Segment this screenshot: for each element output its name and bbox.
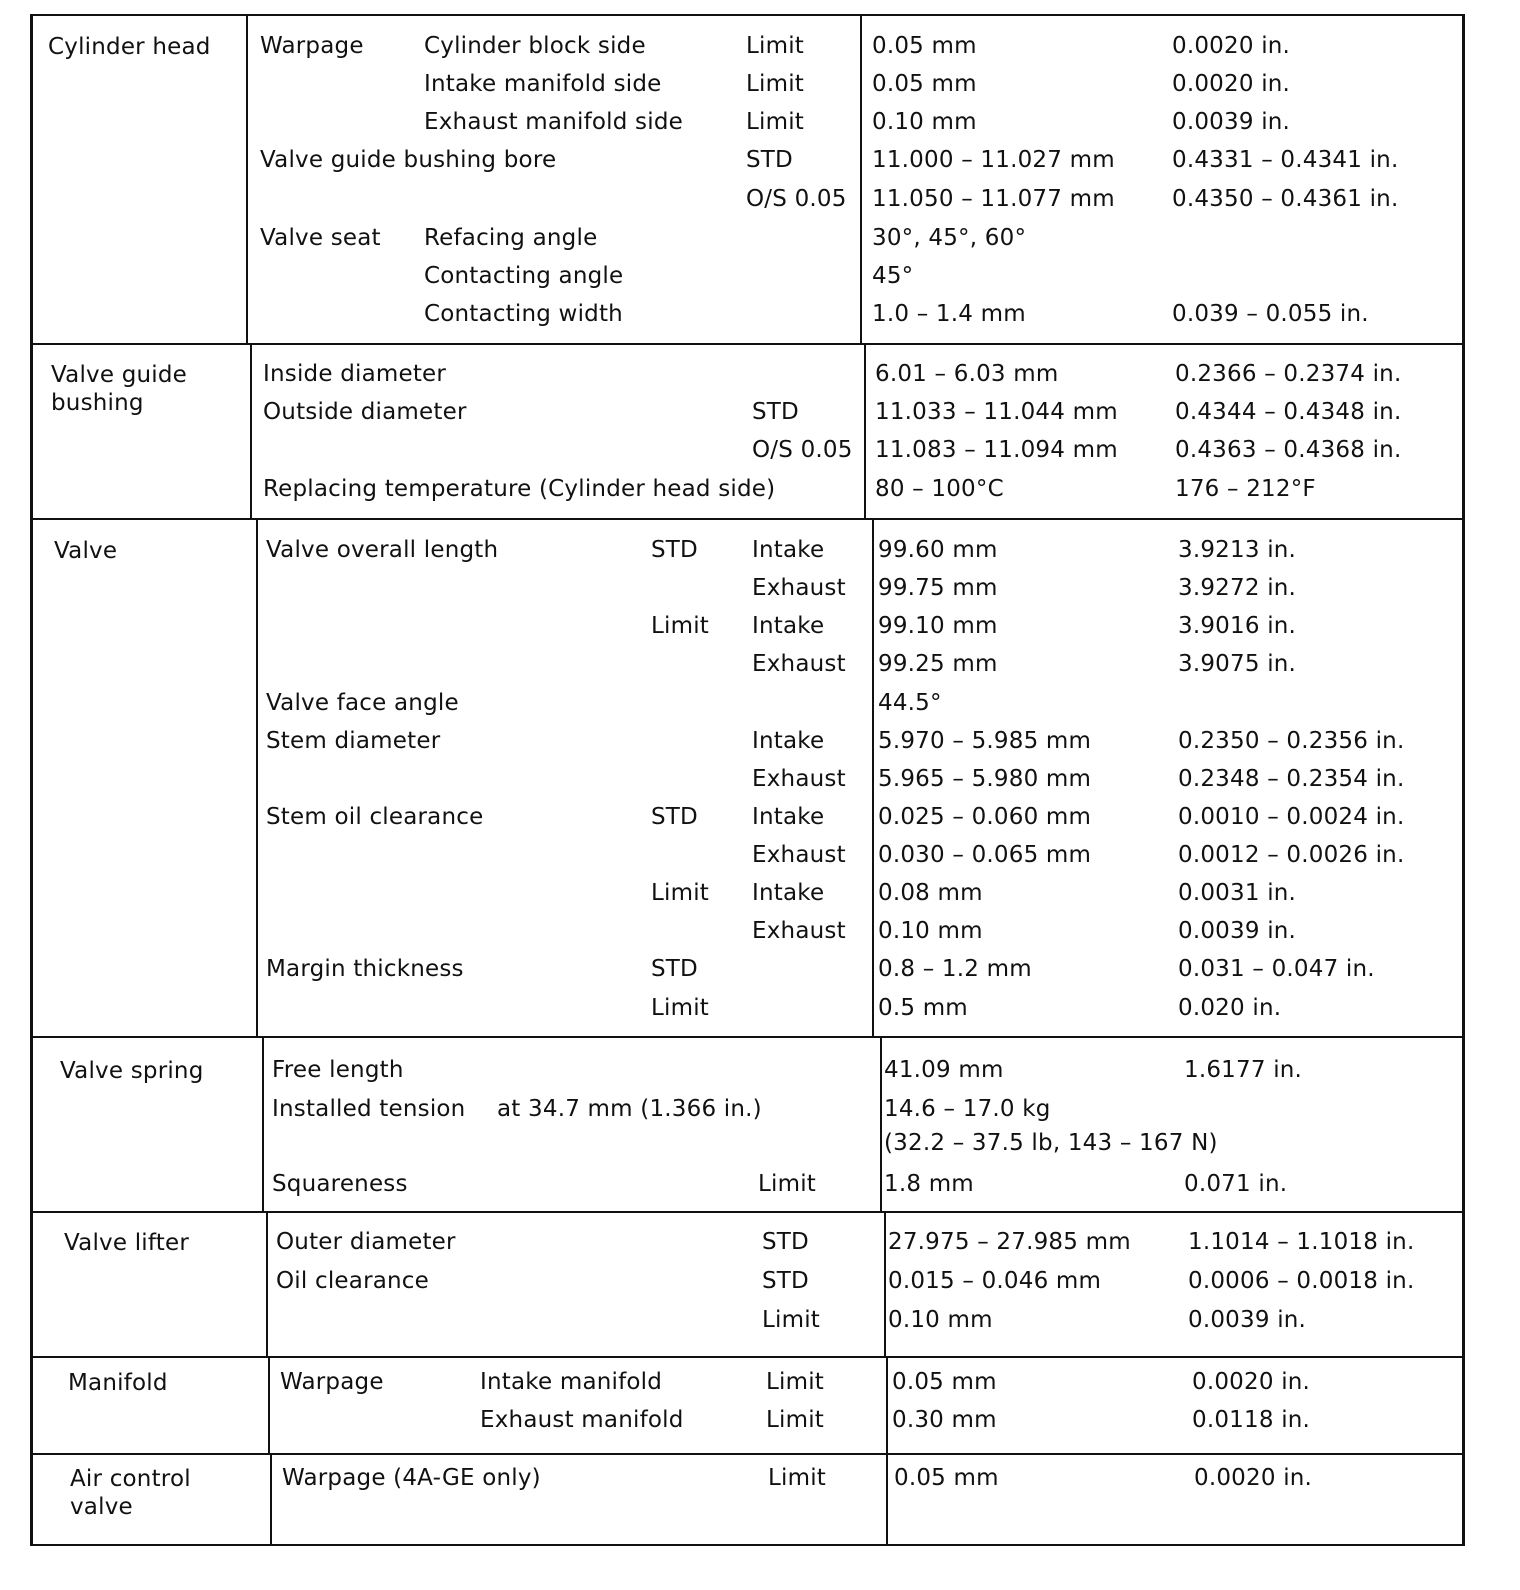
cell-metric-value: 11.083 – 11.094 mm (875, 437, 1118, 463)
cell-item: Stem diameter (266, 728, 441, 754)
cell-metric-value: 0.025 – 0.060 mm (878, 804, 1092, 830)
cell-metric-value: 0.10 mm (878, 918, 983, 944)
cell-item: Oil clearance (276, 1268, 429, 1294)
cell-metric-value: 99.60 mm (878, 537, 998, 563)
cell-metric-value: 99.75 mm (878, 575, 998, 601)
cell-imperial-value: 0.4363 – 0.4368 in. (1175, 437, 1402, 463)
cell-item: Outer diameter (276, 1229, 456, 1255)
cell-imperial-value: 0.020 in. (1178, 995, 1282, 1021)
cell-item: Free length (272, 1057, 404, 1083)
cell-metric-value: 1.8 mm (884, 1171, 974, 1197)
cell-item: Valve guide bushing bore (260, 147, 557, 173)
cell-imperial-value: 0.0039 in. (1172, 109, 1291, 135)
cell-condition: Intake (752, 804, 825, 830)
cell-metric-value: 0.05 mm (892, 1369, 997, 1395)
cell-metric-value: 27.975 – 27.985 mm (888, 1229, 1131, 1255)
cell-condition: Exhaust (752, 575, 846, 601)
cell-condition: Limit (758, 1171, 817, 1197)
cell-imperial-value: 0.0020 in. (1194, 1465, 1313, 1491)
cell-subitem: Intake manifold (480, 1369, 663, 1395)
cell-imperial-value: 0.2348 – 0.2354 in. (1178, 766, 1405, 792)
cell-class: Limit (651, 880, 710, 906)
cell-condition: Exhaust (752, 766, 846, 792)
cell-class: Limit (651, 613, 710, 639)
cell-item: Valve overall length (266, 537, 499, 563)
cell-condition: Exhaust (752, 842, 846, 868)
cell-condition: Intake (752, 537, 825, 563)
cell-imperial-value: 0.0010 – 0.0024 in. (1178, 804, 1405, 830)
cell-metric-value: 41.09 mm (884, 1057, 1004, 1083)
cell-subitem: Exhaust manifold (480, 1407, 684, 1433)
cell-condition: STD (762, 1268, 809, 1294)
cell-class: STD (651, 804, 698, 830)
cell-condition: Intake (752, 880, 825, 906)
cell-metric-value: 0.5 mm (878, 995, 968, 1021)
section-divider (30, 1211, 1465, 1213)
cell-imperial-value: 3.9075 in. (1178, 651, 1297, 677)
cell-metric-value: 44.5° (878, 690, 942, 716)
cell-condition: O/S 0.05 (752, 437, 853, 463)
cell-subitem: Exhaust manifold side (424, 109, 683, 135)
section-title: Air control valve (70, 1466, 191, 1520)
cell-item: Squareness (272, 1171, 408, 1197)
cell-item: Warpage (260, 33, 364, 59)
table-border-left (30, 14, 33, 1546)
cell-item: Replacing temperature (Cylinder head side) (263, 476, 776, 502)
cell-metric-value: 11.000 – 11.027 mm (872, 147, 1115, 173)
cell-condition: Exhaust (752, 918, 846, 944)
cell-imperial-value: 0.071 in. (1184, 1171, 1288, 1197)
cell-imperial-value: 0.0020 in. (1172, 71, 1291, 97)
column-divider-title (268, 1356, 270, 1453)
section-divider (30, 1453, 1465, 1455)
cell-metric-value: 0.08 mm (878, 880, 983, 906)
column-divider-title (256, 518, 258, 1036)
cell-imperial-value: 0.0006 – 0.0018 in. (1188, 1268, 1415, 1294)
cell-item: Warpage (280, 1369, 384, 1395)
section-divider (30, 343, 1465, 345)
cell-metric-value: 14.6 – 17.0 kg (884, 1096, 1051, 1122)
cell-metric-value: 45° (872, 263, 914, 289)
cell-imperial-value: 1.1014 – 1.1018 in. (1188, 1229, 1415, 1255)
cell-condition: O/S 0.05 (746, 186, 847, 212)
cell-imperial-value: 176 – 212°F (1175, 476, 1316, 502)
column-divider-title (270, 1453, 272, 1544)
section-divider (30, 1356, 1465, 1358)
cell-metric-value: 80 – 100°C (875, 476, 1004, 502)
cell-metric-value: 0.015 – 0.046 mm (888, 1268, 1102, 1294)
section-title: Manifold (68, 1370, 168, 1396)
column-divider-title (250, 343, 252, 518)
cell-imperial-value: 0.4350 – 0.4361 in. (1172, 186, 1399, 212)
section-title: Valve lifter (64, 1230, 190, 1256)
cell-condition: Limit (762, 1307, 821, 1333)
cell-subitem: Cylinder block side (424, 33, 646, 59)
cell-condition: Intake (752, 613, 825, 639)
cell-metric-value: 0.10 mm (872, 109, 977, 135)
cell-item: Stem oil clearance (266, 804, 484, 830)
column-divider-values (864, 343, 866, 518)
column-divider-values (872, 518, 874, 1036)
cell-imperial-value: 0.039 – 0.055 in. (1172, 301, 1369, 327)
cell-subitem: Intake manifold side (424, 71, 662, 97)
cell-metric-value: 99.25 mm (878, 651, 998, 677)
section-divider (30, 518, 1465, 520)
section-title: Valve guide bushing (51, 362, 188, 416)
column-divider-values (884, 1211, 886, 1356)
cell-item: Outside diameter (263, 399, 467, 425)
cell-subitem: Contacting width (424, 301, 623, 327)
section-divider (30, 1544, 1465, 1546)
section-title: Cylinder head (48, 34, 211, 60)
cell-item: Installed tension (272, 1096, 466, 1122)
cell-imperial-value: 0.4344 – 0.4348 in. (1175, 399, 1402, 425)
cell-condition: STD (752, 399, 799, 425)
section-title: Valve (54, 538, 118, 564)
cell-subitem: Refacing angle (424, 225, 598, 251)
cell-imperial-value: 1.6177 in. (1184, 1057, 1303, 1083)
cell-subitem: at 34.7 mm (1.366 in.) (497, 1096, 762, 1122)
cell-imperial-value: 0.0039 in. (1188, 1307, 1307, 1333)
cell-imperial-value: 0.031 – 0.047 in. (1178, 956, 1375, 982)
cell-imperial-value: 3.9272 in. (1178, 575, 1297, 601)
cell-condition: Limit (766, 1369, 825, 1395)
column-divider-values (886, 1453, 888, 1544)
cell-condition: Limit (768, 1465, 827, 1491)
cell-imperial-value: 0.0031 in. (1178, 880, 1297, 906)
cell-metric-value: 5.965 – 5.980 mm (878, 766, 1092, 792)
column-divider-title (246, 14, 248, 343)
cell-metric-value: 0.05 mm (872, 33, 977, 59)
cell-condition: Intake (752, 728, 825, 754)
cell-condition: STD (746, 147, 793, 173)
cell-imperial-value: 0.0020 in. (1192, 1369, 1311, 1395)
cell-imperial-value: 0.2366 – 0.2374 in. (1175, 361, 1402, 387)
cell-metric-value: 0.8 – 1.2 mm (878, 956, 1032, 982)
section-title: Valve spring (60, 1058, 204, 1084)
cell-class: STD (651, 537, 698, 563)
cell-condition: Exhaust (752, 651, 846, 677)
cell-imperial-value: 0.0012 – 0.0026 in. (1178, 842, 1405, 868)
cell-metric-value: 0.30 mm (892, 1407, 997, 1433)
cell-metric-value: (32.2 – 37.5 lb, 143 – 167 N) (884, 1130, 1218, 1156)
cell-imperial-value: 3.9213 in. (1178, 537, 1297, 563)
cell-metric-value: 11.033 – 11.044 mm (875, 399, 1118, 425)
cell-metric-value: 5.970 – 5.985 mm (878, 728, 1092, 754)
section-divider (30, 1036, 1465, 1038)
cell-item: Warpage (4A-GE only) (282, 1465, 541, 1491)
cell-metric-value: 1.0 – 1.4 mm (872, 301, 1026, 327)
cell-subitem: Contacting angle (424, 263, 624, 289)
cell-condition: Limit (746, 109, 805, 135)
cell-metric-value: 99.10 mm (878, 613, 998, 639)
column-divider-title (262, 1036, 264, 1211)
cell-condition: STD (762, 1229, 809, 1255)
cell-metric-value: 11.050 – 11.077 mm (872, 186, 1115, 212)
cell-imperial-value: 0.0118 in. (1192, 1407, 1311, 1433)
cell-item: Margin thickness (266, 956, 464, 982)
column-divider-values (880, 1036, 882, 1211)
table-border-right (1462, 14, 1465, 1546)
cell-imperial-value: 0.0039 in. (1178, 918, 1297, 944)
cell-imperial-value: 3.9016 in. (1178, 613, 1297, 639)
cell-class: Limit (651, 995, 710, 1021)
cell-imperial-value: 0.2350 – 0.2356 in. (1178, 728, 1405, 754)
cell-imperial-value: 0.4331 – 0.4341 in. (1172, 147, 1399, 173)
cell-metric-value: 0.05 mm (894, 1465, 999, 1491)
cell-condition: Limit (746, 33, 805, 59)
cell-metric-value: 0.10 mm (888, 1307, 993, 1333)
cell-item: Valve face angle (266, 690, 459, 716)
cell-class: STD (651, 956, 698, 982)
column-divider-title (266, 1211, 268, 1356)
cell-condition: Limit (746, 71, 805, 97)
cell-imperial-value: 0.0020 in. (1172, 33, 1291, 59)
column-divider-values (860, 14, 862, 343)
cell-metric-value: 0.030 – 0.065 mm (878, 842, 1092, 868)
cell-metric-value: 6.01 – 6.03 mm (875, 361, 1059, 387)
cell-item: Inside diameter (263, 361, 447, 387)
cell-metric-value: 30°, 45°, 60° (872, 225, 1027, 251)
column-divider-values (886, 1356, 888, 1453)
cell-metric-value: 0.05 mm (872, 71, 977, 97)
cell-condition: Limit (766, 1407, 825, 1433)
cell-item: Valve seat (260, 225, 381, 251)
